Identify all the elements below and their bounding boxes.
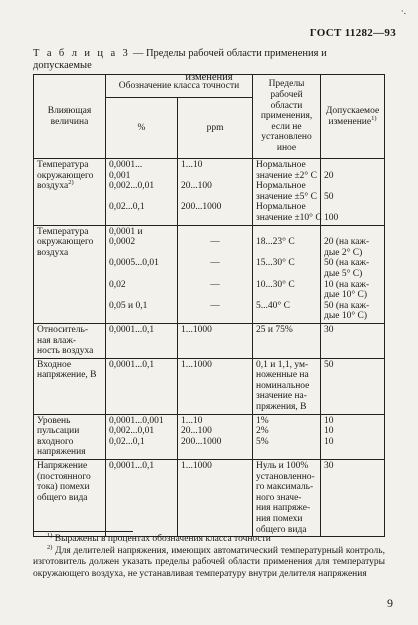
row-allowed-change: 30: [321, 460, 385, 537]
row-influence-name: Напряжение (постоянного тока) помехи общего вида: [34, 460, 106, 537]
row-allowed-change: 30: [321, 323, 385, 358]
table-header-row: [34, 75, 385, 98]
table-row: [34, 460, 385, 537]
row-ppm-values: 1...1000: [178, 323, 253, 358]
header-percent: %: [106, 98, 178, 159]
table-caption-title-line2: изменения: [185, 72, 233, 83]
footnote-2: $^{2)}$ Для делителей напряжения, имеющих автоматический температурный контроль, изготовитель должен указать пределы рабочей области применения для температуры окружающего воздуха, не устанавливая температуру внутри делителя напряжения: [33, 543, 385, 579]
limits-table: [33, 74, 385, 537]
row-limits: 0,1 и 1,1, ум- ноженные на номинальное значение на- пряжения, В: [253, 358, 321, 414]
row-limits: Нуль и 100% установленно- го максималь- ного значе- ния напряже- ния помехи общего вида: [253, 460, 321, 537]
row-percent-values: 0,0001...0,1: [106, 460, 178, 537]
table-caption-prefix: Т а б л и ц а 3: [33, 48, 131, 59]
row-ppm-values: 1...10 20...100 200...1000: [178, 414, 253, 459]
footnote-1: $^{1)}$ Выражены в процентах обозначения класса точности: [47, 531, 271, 544]
table-row: [34, 323, 385, 358]
table-row: [34, 414, 385, 459]
row-ppm-values: 1...1000: [178, 358, 253, 414]
header-ppm: ppm: [178, 98, 253, 159]
row-allowed-change: 50: [321, 358, 385, 414]
row-ppm-values: 1...1000: [178, 460, 253, 537]
table-caption-title: — Пределы рабочей области применения и допускаемые: [33, 48, 327, 71]
row-limits: 18...23° С 15...30° С 10...30° С 5...40° С: [253, 225, 321, 323]
row-influence-name: Температура окружающего воздуха: [34, 225, 106, 323]
header-limits: Пределы рабочей области применения, если не установлено иное: [253, 75, 321, 159]
row-ppm-values: — — — —: [178, 225, 253, 323]
row-percent-values: 0,0001... 0,001 0,002...0,01 0,02...0,1: [106, 159, 178, 226]
row-allowed-change: 20 50 100: [321, 159, 385, 226]
row-allowed-change: 10 10 10: [321, 414, 385, 459]
row-percent-values: 0,0001...0,1: [106, 358, 178, 414]
row-allowed-change: 20 (на каж- дые 2° С) 50 (на каж- дые 5° С) 10 (на каж- дые 10° С) 50 (на каж- дые 10° С): [321, 225, 385, 323]
footnotes: [33, 531, 385, 580]
header-accuracy-class: Обозначение класса точности: [106, 75, 253, 98]
table-row: [34, 358, 385, 414]
row-influence-name: Относитель- ная влаж- ность воздуха: [34, 323, 106, 358]
row-limits: 1% 2% 5%: [253, 414, 321, 459]
standard-header: ГОСТ 11282—93: [309, 27, 396, 39]
row-influence-name: Входное напряжение, В: [34, 358, 106, 414]
row-limits: Нормальное значение ±2° С Нормальное значение ±5° С Нормальное значение ±10° С: [253, 159, 321, 226]
scan-mark: ·.: [400, 6, 406, 16]
table-row: [34, 159, 385, 226]
header-allowed-change: Допускаемое изменение$^{1)}$: [321, 75, 385, 159]
row-influence-name: Температура окружающего воздуха$^{2)}$: [34, 159, 106, 226]
row-percent-values: 0,0001...0,001 0,002...0,01 0,02...0,1: [106, 414, 178, 459]
row-influence-name: Уровень пульсации входного напряжения: [34, 414, 106, 459]
table-row: [34, 225, 385, 323]
row-limits: 25 и 75%: [253, 323, 321, 358]
row-ppm-values: 1...10 20...100 200...1000: [178, 159, 253, 226]
page-number: 9: [387, 596, 393, 610]
row-percent-values: 0,0001...0,1: [106, 323, 178, 358]
header-influence: Влияющая величина: [34, 75, 106, 159]
row-percent-values: 0,0001 и 0,0002 0,0005...0,01 0,02 0,05 и 0,1: [106, 225, 178, 323]
